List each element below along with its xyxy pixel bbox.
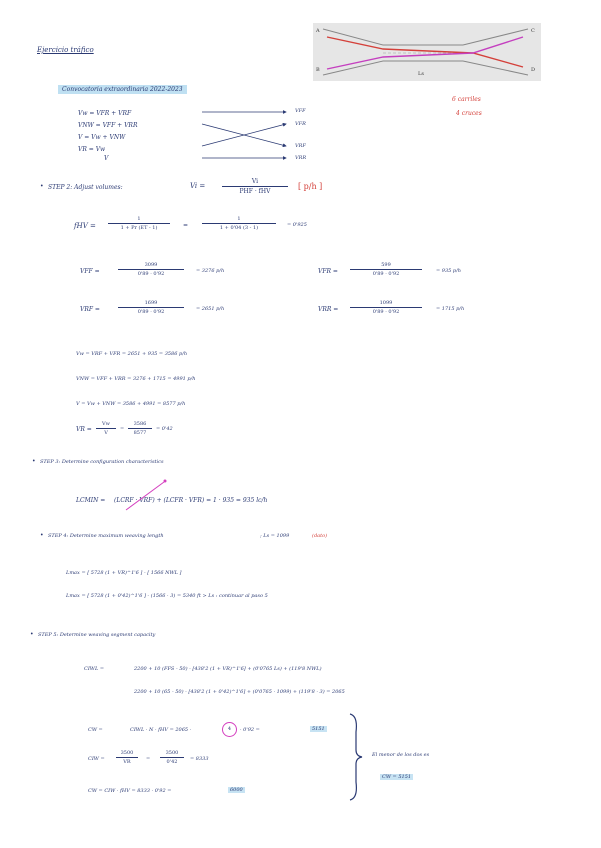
lcmin-lhs: LCMIN = xyxy=(76,497,106,504)
step2-label: STEP 2: Adjust volumes: xyxy=(48,184,123,191)
ciw-frac-1: $\frac{3500}{VR}$ xyxy=(116,750,138,765)
section-title: Convocatoria extraordinaria 2022-2023 xyxy=(58,85,187,94)
fhv-frac-2: $\frac{1}{1 + 0'04 (3 - 1)}$ xyxy=(202,216,276,231)
flow-vrr: VRR xyxy=(295,155,307,161)
vrf-lhs: VRF = xyxy=(80,306,100,313)
vr-frac-1: $\frac{Vw}{V}$ xyxy=(96,421,116,436)
weaving-diagram-svg xyxy=(313,23,541,81)
def-vr-den: V xyxy=(104,155,109,162)
ciw-frac-2: $\frac{3500}{0'42}$ xyxy=(160,750,184,765)
note-lanes: 6 carriles xyxy=(452,96,481,103)
vw-line: Vw = VRF + VFR = 2651 + 935 = 3586 p/h xyxy=(76,351,188,357)
cw-tail: · 0'92 = xyxy=(240,727,260,733)
flow-vff: VFF xyxy=(295,108,306,114)
def-v: V = Vw + VNW xyxy=(78,134,126,141)
step4-label: STEP 4: Determine maximum weaving length xyxy=(48,533,164,539)
diagram-label-b: B xyxy=(316,67,320,73)
bullet-step3: • xyxy=(32,458,36,465)
bullet-step5: • xyxy=(30,631,34,638)
ciw-eq: = xyxy=(146,756,151,762)
note-crossings: 4 cruces xyxy=(456,110,482,117)
dato-label: (dato) xyxy=(312,533,328,539)
lmax-result: Lmax = [ 5728 (1 + 0'42)^1'6 ] - (1566 · 3) = 5340 ft > Ls : continuar al paso 5 xyxy=(66,593,268,599)
fhv-eq: = xyxy=(183,222,189,229)
diagram-label-c: C xyxy=(531,28,535,34)
step3-label: STEP 3: Determine configuration characteristics xyxy=(40,459,164,465)
vff-lhs: VFF = xyxy=(80,268,100,275)
vfr-result: = 935 p/h xyxy=(436,268,462,274)
side-result: CW = 5151 xyxy=(382,774,412,780)
cw-expr: CIWL · N · fHV = 2065 · xyxy=(130,727,192,733)
cw2-expr: CW = CIW · fHV = 8333 · 0'92 = xyxy=(88,788,172,794)
vfr-lhs: VFR = xyxy=(318,268,338,275)
step5-label: STEP 5: Determine weaving segment capacity xyxy=(38,632,156,638)
ciwl-lhs: CIWL = xyxy=(84,666,105,672)
bullet-step2: • xyxy=(40,183,44,190)
fhv-frac-1: $\frac{1}{1 + Pr (ET - 1)}$ xyxy=(108,216,170,231)
page-title: Ejercicio tráfico xyxy=(37,46,94,54)
vrr-lhs: VRR = xyxy=(318,306,339,313)
fhv-lhs: fHV = xyxy=(74,222,96,230)
ciw-lhs: CIW = xyxy=(88,756,105,762)
def-vnw: VNW = VFF + VRR xyxy=(78,122,138,129)
vr-eq: = xyxy=(120,426,125,432)
vrf-frac: $\frac{1699}{0'89 \cdot 0'92}$ xyxy=(118,300,184,315)
def-vr: VR = Vw xyxy=(78,146,106,153)
cw-lhs: CW = xyxy=(88,727,103,733)
vrr-frac: $\frac{1099}{0'89 \cdot 0'92}$ xyxy=(350,300,422,315)
def-vw: Vw = VFR + VRF xyxy=(78,110,132,117)
weaving-diagram xyxy=(313,23,541,81)
diagram-label-d: D xyxy=(531,67,536,73)
vrf-result: = 2651 p/h xyxy=(196,306,225,312)
ciw-result: = 8333 xyxy=(190,756,209,762)
bullet-step4: • xyxy=(40,532,44,539)
vff-frac: $\frac{3099}{0'89 \cdot 0'92}$ xyxy=(118,262,184,277)
lcmin-expr: (LCRF · VRF) + (LCFR · VFR) = 1 · 935 = 935 lc/h xyxy=(114,497,268,504)
diagram-label-ls: Ls xyxy=(418,71,424,77)
side-note: El menor de los dos es xyxy=(372,752,430,758)
vr-frac-2: $\frac{3586}{8577}$ xyxy=(128,421,152,436)
vff-result: = 3276 p/h xyxy=(196,268,225,274)
ls-given: ; Ls = 1099 xyxy=(260,533,290,539)
vnw-line: VNW = VFF + VRR = 3276 + 1715 = 4991 p/h xyxy=(76,376,196,382)
fhv-result: = 0'925 xyxy=(287,222,307,228)
vi-fraction: Vi PHF · fHV xyxy=(222,178,288,195)
ciwl-formula: 2200 + 10 (FFS - 50) - [438'2 (1 + VR)^1'6] + (0'0765 Ls) + (119'8 NWL) xyxy=(134,666,322,672)
flow-vfr: VFR xyxy=(295,121,306,127)
cw2-result: 6000 xyxy=(230,787,243,793)
diagram-label-a: A xyxy=(316,28,320,34)
vfr-frac: $\frac{599}{0'89 \cdot 0'92}$ xyxy=(350,262,422,277)
lanes-circle: 4 xyxy=(222,722,237,737)
vrr-result: = 1715 p/h xyxy=(436,306,465,312)
strike-arrow xyxy=(124,478,168,512)
lmax-formula: Lmax = [ 5728 (1 + VR)^1'6 ] - [ 1566 NWL ] xyxy=(66,570,182,576)
vr-result: = 0'42 xyxy=(156,426,173,432)
flow-vrf: VRF xyxy=(295,143,306,149)
vi-lhs: Vi = xyxy=(190,182,206,190)
vr-lhs: VR = xyxy=(76,426,92,433)
vi-unit: [ p/h ] xyxy=(298,182,323,191)
curly-bracket xyxy=(346,712,364,802)
cw-result: 5151 xyxy=(312,726,325,732)
flow-arrows xyxy=(198,108,292,164)
v-line: V = Vw + VNW = 3586 + 4991 = 8577 p/h xyxy=(76,401,186,407)
ciwl-result: 2200 + 10 (65 - 50) - [438'2 (1 + 0'42)^1'6] + (0'0765 · 1099) + (119'8 · 3) = 2065 xyxy=(134,689,345,695)
